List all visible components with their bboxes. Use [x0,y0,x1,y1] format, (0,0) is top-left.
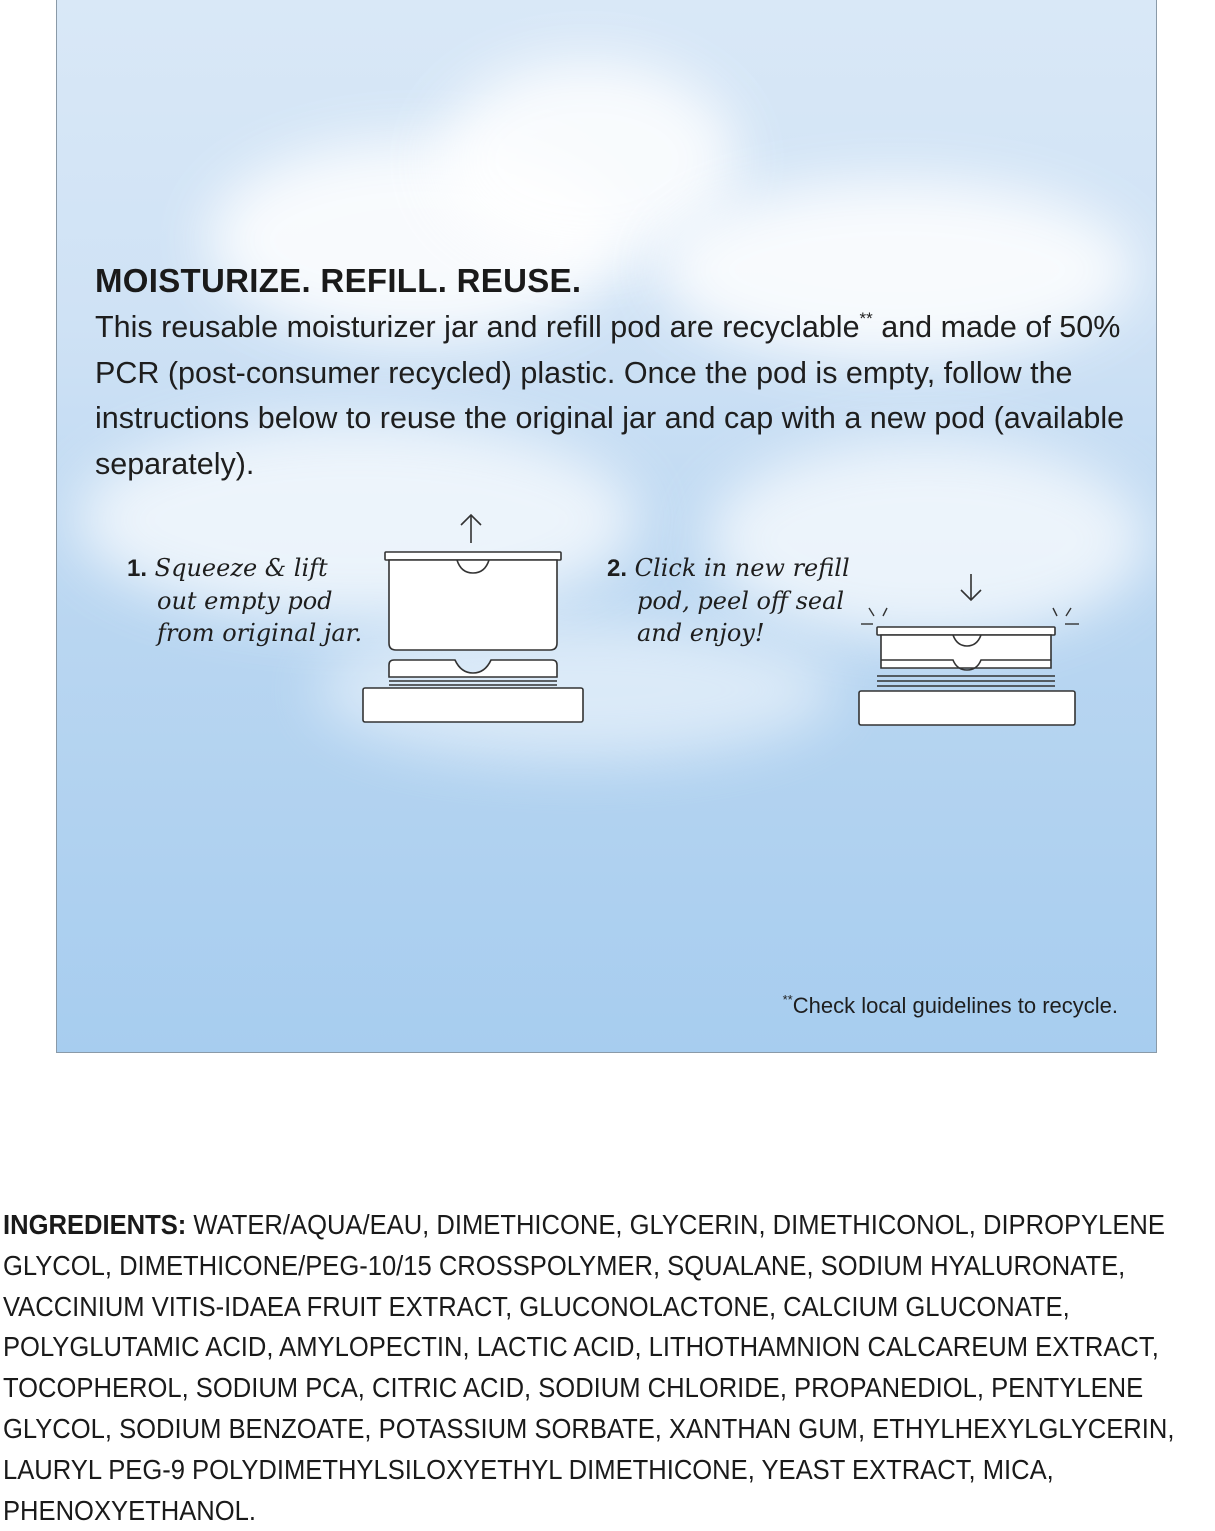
step-1-number: 1. [127,555,148,582]
click-burst-left-icon [861,608,887,624]
intro-footnote-mark: ** [859,309,873,328]
click-burst-right-icon [1053,608,1079,624]
step-2-line-3: and enjoy! [637,619,765,647]
intro-text-a: This reusable moisturizer jar and refill pod are recyclable [95,310,860,344]
assembled-jar-icon [859,627,1075,725]
intro-paragraph [95,305,1135,487]
step-1-line-3: from original jar. [157,619,363,647]
step-1-line-2: out empty pod [157,587,333,615]
refill-pod-icon [385,552,561,650]
intro-text-b: and made of 50% PCR (post-consumer recycled) plastic. Once the pod is empty, follow the instructions below to reuse the original jar and cap with a new pod (available separately). [95,310,1125,481]
step-1-illustration [357,505,587,725]
ingredients-text: WATER/AQUA/EAU, DIMETHICONE, GLYCERIN, DIMETHICONOL, DIPROPYLENE GLYCOL, DIMETHICONE/PEG-10/15 CROSSPOLYMER, SQUALANE, SODIUM HYALURONATE, VACCINIUM VITIS-IDAEA FRUIT EXTRACT, GLUCONOLACTONE, CALCIUM GLUCONATE, POLYGLUTAMIC ACID, AMYLOPECTIN, LACTIC ACID, LITHOTHAMNION CALCAREUM EXTRACT, TOCOPHEROL, SODIUM PCA, CITRIC ACID, SODIUM CHLORIDE, PROPANEDIOL, PENTYLENE GLYCOL, SODIUM BENZOATE, POTASSIUM SORBATE, XANTHAN GUM, ETHYLHEXYLGLYCERIN, LAURYL PEG-9 POLYDIMETHYLSILOXYETHYL DIMETHICONE, YEAST EXTRACT, MICA, PHENOXYETHANOL. [3,1209,1175,1526]
step-2-number: 2. [607,555,628,582]
jar-base-icon [363,660,583,722]
recycle-footnote [783,993,1118,1019]
headline: MOISTURIZE. REFILL. REUSE. [95,262,582,299]
step-1-text [127,552,387,649]
step-2-illustration [857,572,1097,732]
ingredients-label: INGREDIENTS: [3,1209,187,1240]
ingredients-list [3,1205,1212,1531]
footnote-text: Check local guidelines to recycle. [792,993,1118,1018]
arrow-up-icon [461,515,481,543]
step-2-line-1: 2. Click in new refill [607,554,850,582]
footnote-mark: ** [782,992,793,1007]
step-2-line-2: pod, peel off seal [637,587,845,615]
arrow-down-icon [961,574,981,600]
step-1-line-1: 1. Squeeze & lift [127,554,328,582]
step-2-text [607,552,877,649]
refill-info-panel [56,0,1157,1053]
